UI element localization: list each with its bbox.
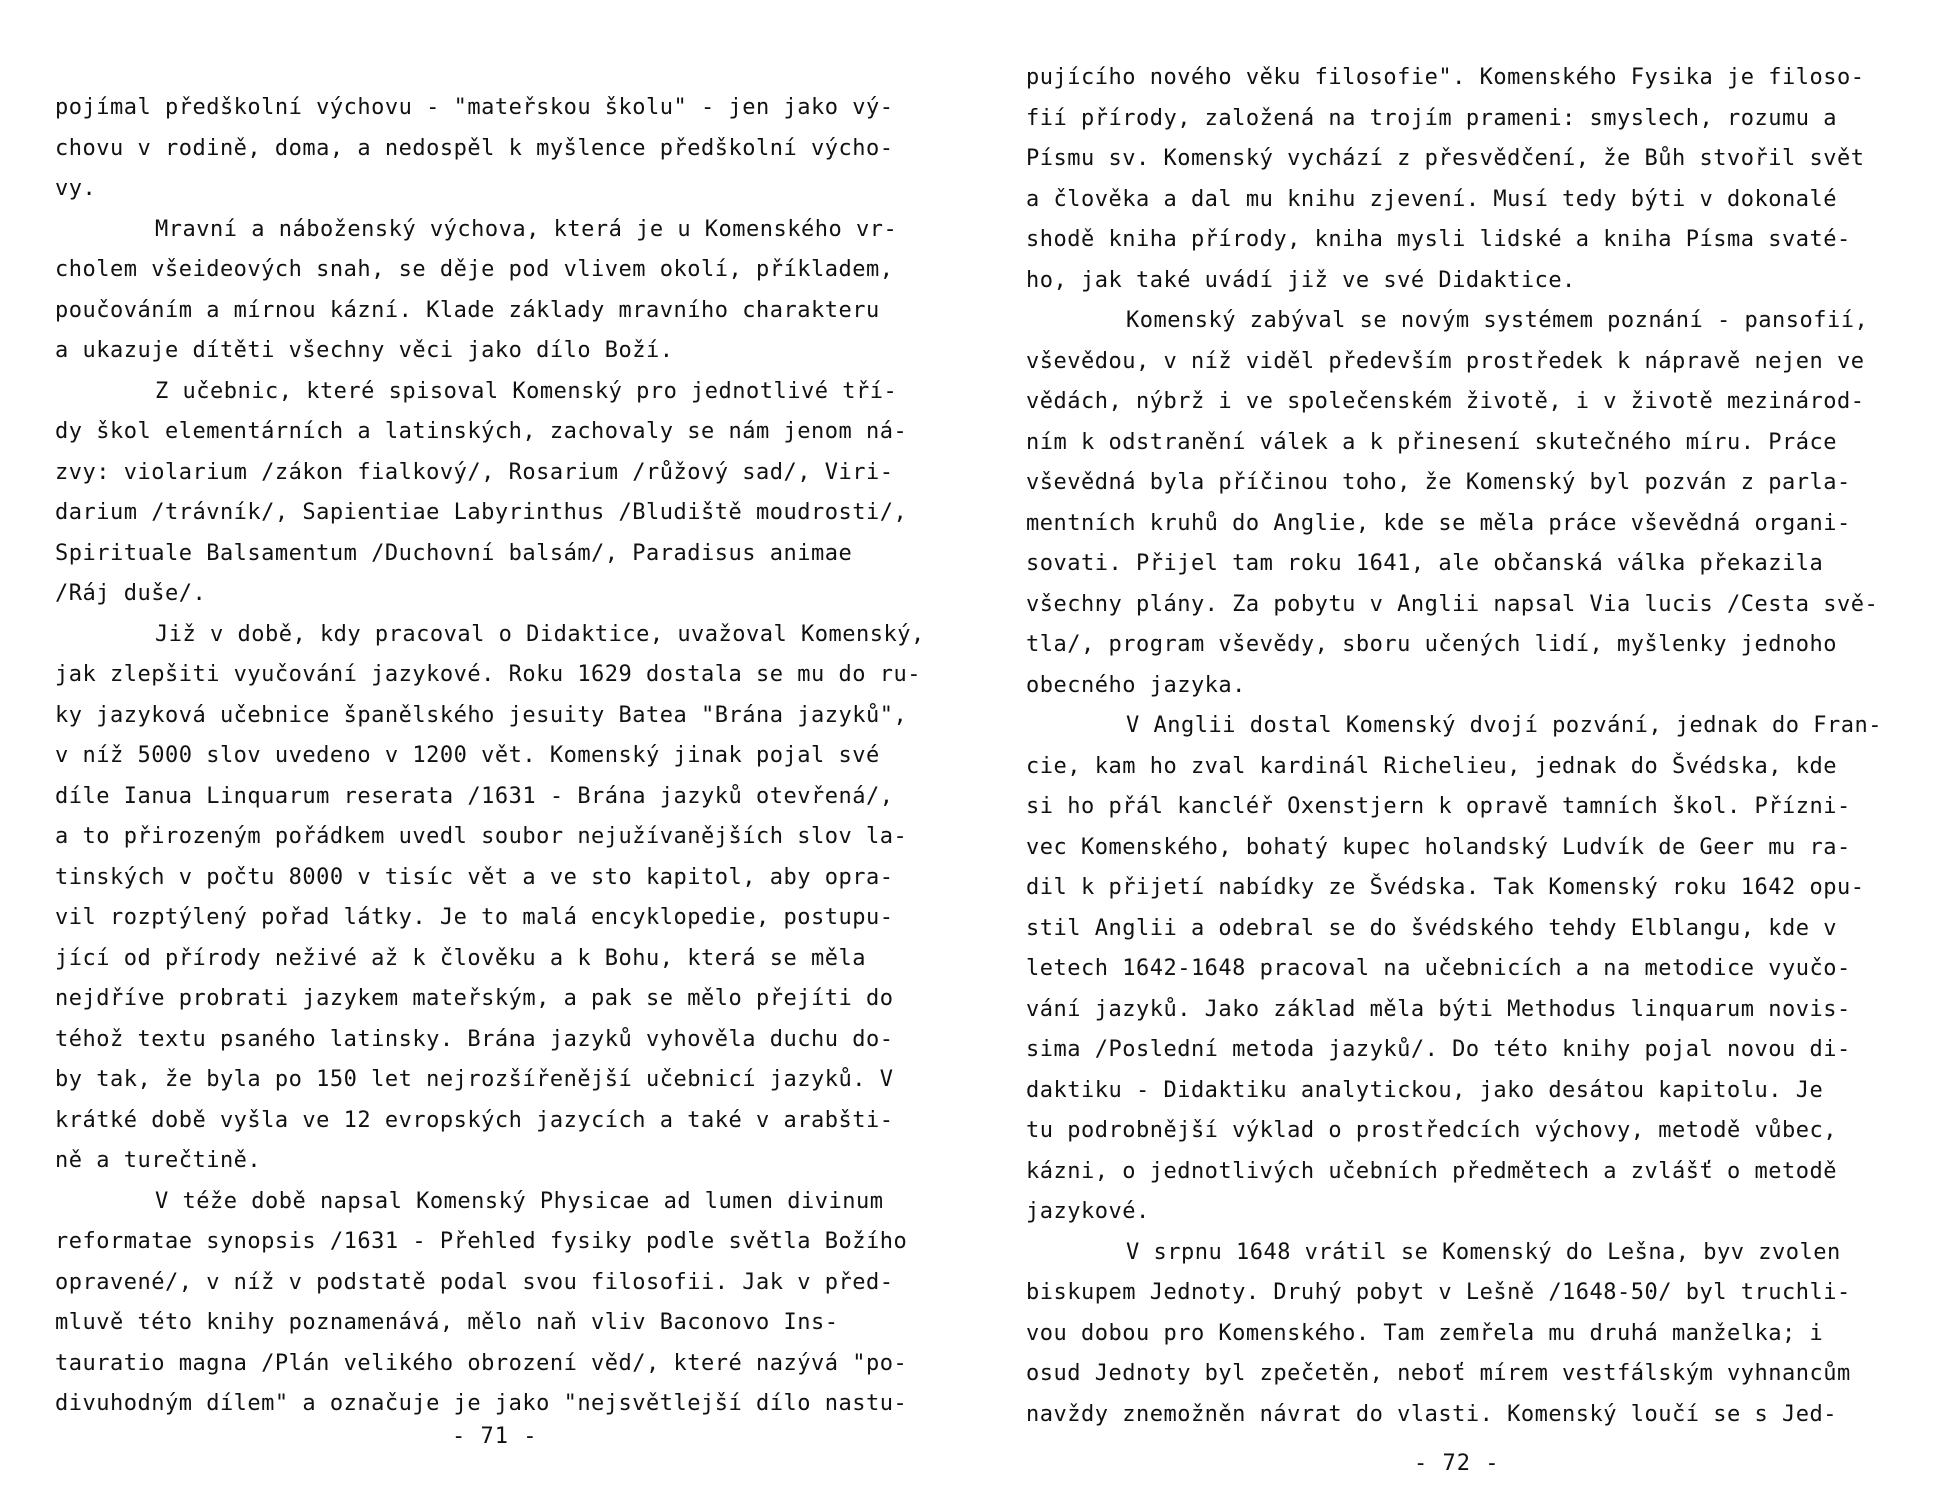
text-line: mentních kruhů do Anglie, kde se měla práce vševědná organi- (1026, 510, 1851, 536)
text-line: /Ráj duše/. (55, 581, 207, 606)
text-line: V Anglii dostal Komenský dvojí pozvání, jednak do Fran- (1126, 713, 1882, 738)
text-line: ním k odstranění válek a k přinesení skutečného míru. Práce (1026, 429, 1837, 455)
text-line: tu podrobnější výklad o prostředcích výchovy, metodě vůbec, (1026, 1118, 1837, 1143)
text-line: darium /trávník/, Sapientiae Labyrinthus /Bludiště moudrosti/, (55, 500, 908, 525)
text-line: jící od přírody neživé až k člověku a k Bohu, která se měla (55, 945, 866, 971)
right-page-text (1026, 58, 1906, 1435)
text-line: sovati. Přijel tam roku 1641, ale občanská válka překazila (1026, 551, 1824, 576)
text-line: vševědou, v níž viděl především prostředek k nápravě nejen ve (1026, 348, 1865, 374)
text-line: vy. (55, 176, 97, 201)
text-line: Z učebnic, které spisoval Komenský pro jednotlivé tří- (155, 378, 898, 404)
text-line: vání jazyků. Jako základ měla býti Methodus linquarum novis- (1026, 996, 1851, 1022)
text-line: daktiku - Didaktiku analytickou, jako desátou kapitolu. Je (1026, 1077, 1824, 1103)
text-line: Komenský zabýval se novým systémem poznání - pansofií, (1126, 308, 1869, 333)
text-line: tinských v počtu 8000 v tisíc vět a ve sto kapitol, aby opra- (55, 864, 894, 890)
text-line: a ukazuje dítěti všechny věci jako dílo Boží. (55, 338, 674, 363)
text-line: V srpnu 1648 vrátil se Komenský do Lešna, byv zvolen (1126, 1239, 1841, 1265)
text-line: V téže době napsal Komenský Physicae ad lumen divinum (155, 1188, 884, 1214)
text-line: jak zlepšiti vyučování jazykové. Roku 1629 dostala se mu do ru- (55, 662, 921, 687)
text-line: cholem všeideových snah, se děje pod vlivem okolí, příkladem, (55, 257, 894, 282)
text-line: Písmu sv. Komenský vychází z přesvědčení, že Bůh stvořil svět (1026, 146, 1865, 171)
text-line: všechny plány. Za pobytu v Anglii napsal Via lucis /Cesta svě- (1026, 591, 1879, 617)
text-line: biskupem Jednoty. Druhý pobyt v Lešně /1648-50/ byl truchli- (1026, 1280, 1851, 1305)
text-line: krátké době vyšla ve 12 evropských jazycích a také v arabšti- (55, 1107, 894, 1133)
text-line: kázni, o jednotlivých učebních předmětech a zvlášť o metodě (1026, 1158, 1837, 1184)
text-line: pujícího nového věku filosofie". Komenského Fysika je filoso- (1026, 65, 1865, 90)
text-line: mluvě této knihy poznamenává, mělo naň vliv Baconovo Ins- (55, 1310, 839, 1335)
text-line: stil Anglii a odebral se do švédského tehdy Elblangu, kde v (1026, 915, 1837, 941)
text-line: opravené/, v níž v podstatě podal svou filosofii. Jak v před- (55, 1269, 894, 1295)
text-line: nejdříve probrati jazykem mateřským, a pak se mělo přejíti do (55, 986, 894, 1011)
text-line: dy škol elementárních a latinských, zachovaly se nám jenom ná- (55, 419, 908, 444)
text-line: Spirituale Balsamentum /Duchovní balsám/, Paradisus animae (55, 540, 853, 566)
text-line: cie, kam ho zval kardinál Richelieu, jednak do Švédska, kde (1026, 753, 1837, 779)
text-line: vec Komenského, bohatý kupec holandský Ludvík de Geer mu ra- (1026, 834, 1851, 860)
text-line: vil rozptýlený pořad látky. Je to malá encyklopedie, postupu- (55, 905, 894, 930)
text-line: shodě kniha přírody, kniha mysli lidské a kniha Písma svaté- (1026, 227, 1851, 252)
right-page-number: - 72 - (1414, 1451, 1500, 1476)
text-line: osud Jednoty byl zpečetěn, neboť mírem vestfálským vyhnancům (1026, 1361, 1851, 1386)
text-line: tla/, program vševědy, sboru učených lidí, myšlenky jednoho (1026, 632, 1837, 657)
left-page-number: - 71 - (452, 1424, 538, 1449)
text-line: letech 1642-1648 pracoval na učebnicích a na metodice vyučo- (1026, 956, 1851, 981)
text-line: poučováním a mírnou kázní. Klade základy mravního charakteru (55, 297, 880, 323)
text-line: reformatae synopsis /1631 - Přehled fysiky podle světla Božího (55, 1229, 908, 1254)
left-page-text (55, 88, 935, 1425)
text-line: fií přírody, založená na trojím prameni: smyslech, rozumu a (1026, 105, 1837, 131)
text-line: vou dobou pro Komenského. Tam zemřela mu druhá manželka; i (1026, 1320, 1824, 1346)
text-line: v níž 5000 slov uvedeno v 1200 vět. Komenský jinak pojal své (55, 743, 880, 768)
text-line: tauratio magna /Plán velikého obrození věd/, které nazývá "po- (55, 1350, 908, 1376)
text-line: Mravní a náboženský výchova, která je u Komenského vr- (155, 216, 898, 242)
text-line: ho, jak také uvádí již ve své Didaktice. (1026, 267, 1576, 293)
text-line: vševědná byla příčinou toho, že Komenský byl pozván z parla- (1026, 470, 1851, 495)
text-line: navždy znemožněn návrat do vlasti. Komenský loučí se s Jed- (1026, 1401, 1837, 1427)
text-line: ky jazyková učebnice španělského jesuity Batea "Brána jazyků", (55, 702, 908, 728)
text-line: chovu v rodině, doma, a nedospěl k myšlence předškolní výcho- (55, 135, 894, 161)
text-line: jazykové. (1026, 1199, 1150, 1224)
text-line: dil k přijetí nabídky ze Švédska. Tak Komenský roku 1642 opu- (1026, 875, 1865, 900)
text-line: pojímal předškolní výchovu - "mateřskou školu" - jen jako vý- (55, 95, 894, 120)
text-line: obecného jazyka. (1026, 672, 1246, 698)
text-line: zvy: violarium /zákon fialkový/, Rosarium /růžový sad/, Viri- (55, 459, 894, 485)
text-line: Již v době, kdy pracoval o Didaktice, uvažoval Komenský, (155, 621, 925, 647)
text-line: divuhodným dílem" a označuje je jako "nejsvětlejší dílo nastu- (55, 1391, 908, 1416)
text-line: ně a turečtině. (55, 1148, 262, 1173)
text-line: díle Ianua Linquarum reserata /1631 - Brána jazyků otevřená/, (55, 783, 894, 809)
text-line: a to přirozeným pořádkem uvedl soubor nejužívanějších slov la- (55, 824, 908, 849)
text-line: téhož textu psaného latinsky. Brána jazyků vyhověla duchu do- (55, 1026, 894, 1052)
right-page (971, 0, 1942, 1500)
text-line: sima /Poslední metoda jazyků/. Do této knihy pojal novou di- (1026, 1037, 1851, 1062)
text-line: a člověka a dal mu knihu zjevení. Musí tedy býti v dokonalé (1026, 186, 1837, 212)
text-line: by tak, že byla po 150 let nejrozšířenější učebnicí jazyků. V (55, 1067, 894, 1092)
text-line: si ho přál kancléř Oxenstjern k opravě tamních škol. Přízni- (1026, 794, 1851, 819)
text-line: vědách, nýbrž i ve společenském životě, i v životě mezinárod- (1026, 389, 1865, 414)
